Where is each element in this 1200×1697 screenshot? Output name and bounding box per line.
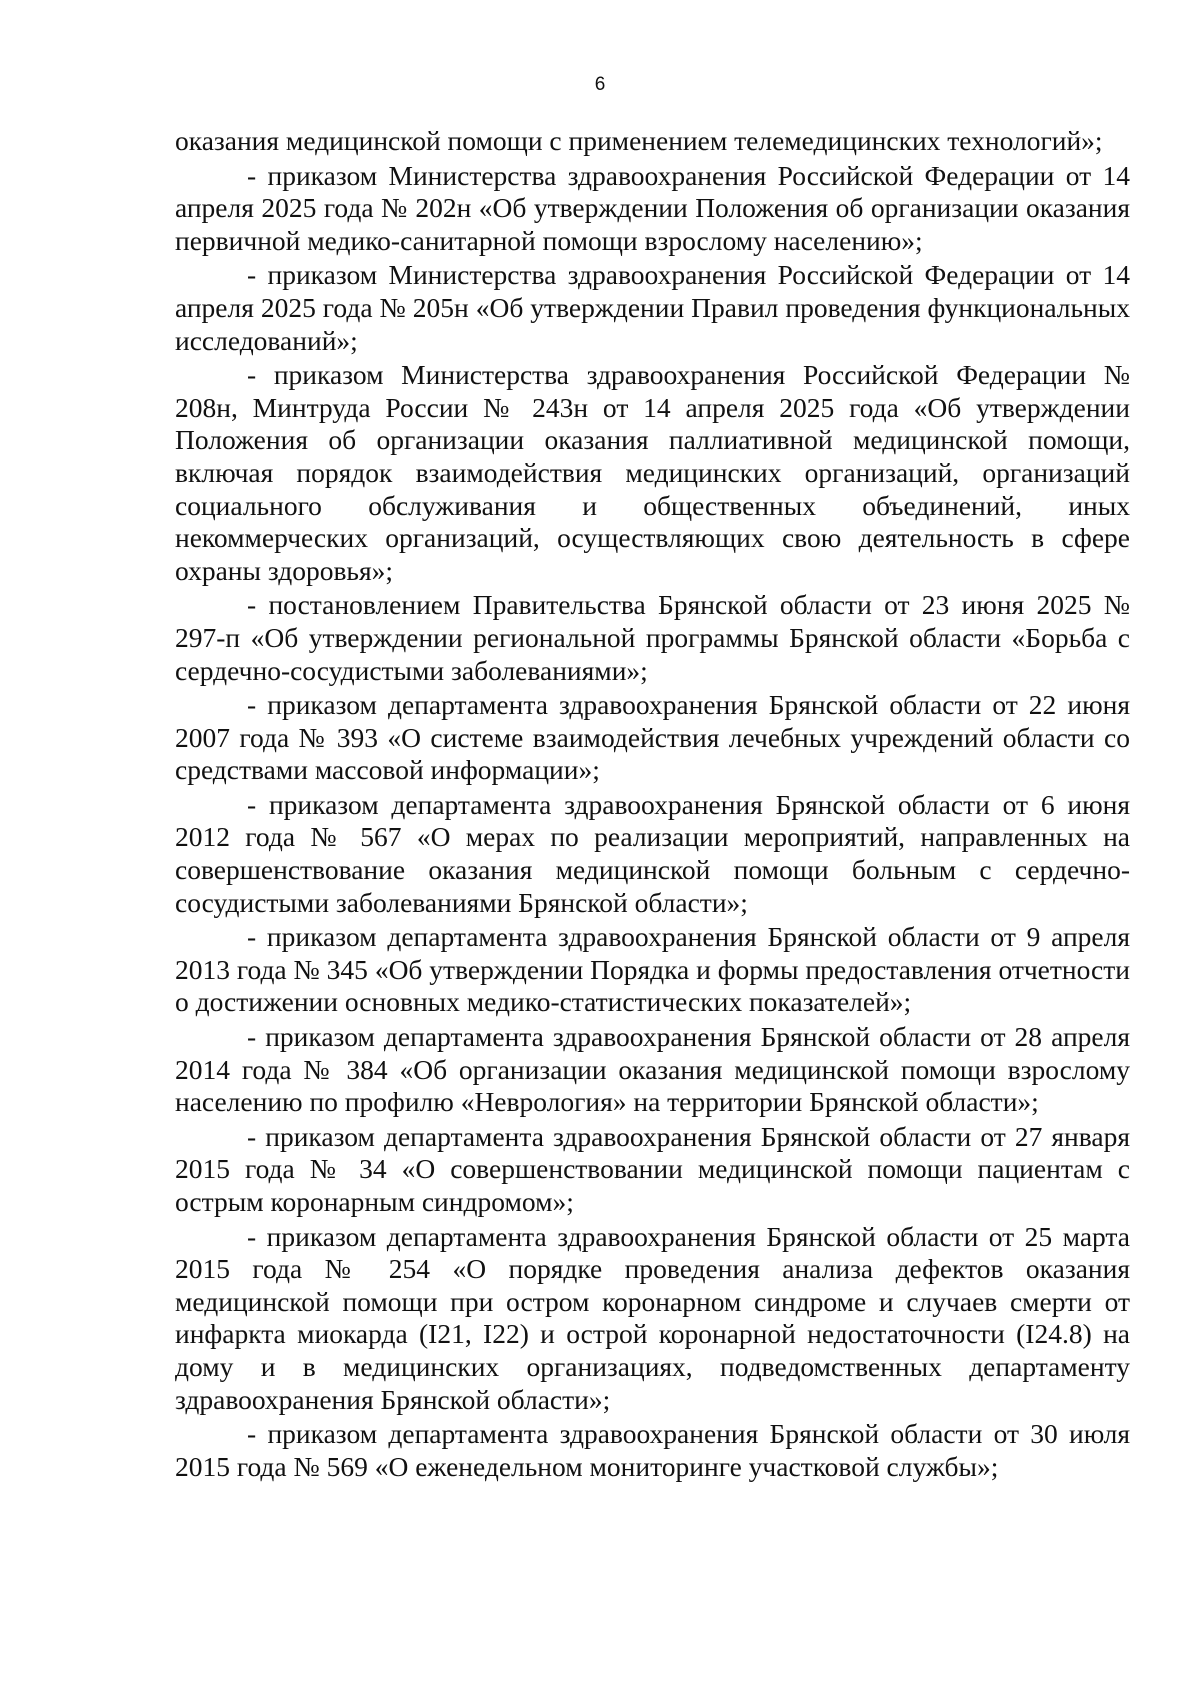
document-body [175,125,1130,1485]
list-item: - приказом департамента здравоохранения Брянской области от 6 июня 2012 года № 567 «О мерах по реализации мероприятий, направленных на совершенствование оказания медицинской помощи больным с сердечно-сосудистыми заболеваниями Брянской области»; [175,788,1130,918]
list-item: - приказом департамента здравоохранения Брянской области от 28 апреля 2014 года № 384 «Об организации оказания медицинской помощи взрослому населению по профилю «Неврология» на территории Брянской области»; [175,1021,1130,1118]
list-item: - приказом департамента здравоохранения Брянской области от 27 января 2015 года № 34 «О совершенствовании медицинской помощи пациентам с острым коронарным синдромом»; [175,1120,1130,1217]
list-item: - приказом департамента здравоохранения Брянской области от 30 июля 2015 года № 569 «О еженедельном мониторинге участковой службы»; [175,1418,1130,1482]
list-item: - приказом департамента здравоохранения Брянской области от 9 апреля 2013 года № 345 «Об утверждении Порядка и формы предоставления отчетности о достижении основных медико-статистических показателей»; [175,921,1130,1018]
list-item: - приказом Министерства здравоохранения Российской Федерации от 14 апреля 2025 года № 205н «Об утверждении Правил проведения функциональных исследований»; [175,259,1130,356]
list-item: - приказом департамента здравоохранения Брянской области от 22 июня 2007 года № 393 «О системе взаимодействия лечебных учреждений области со средствами массовой информации»; [175,689,1130,786]
page-number: 6 [594,74,606,95]
paragraph-continuation: оказания медицинской помощи с применением телемедицинских технологий»; [175,125,1103,156]
list-item: - постановлением Правительства Брянской области от 23 июня 2025 № 297-п «Об утверждении региональной программы Брянской области «Борьба с сердечно-сосудистыми заболеваниями»; [175,589,1130,686]
list-item: - приказом Министерства здравоохранения Российской Федерации № 208н, Минтруда России № 243н от 14 апреля 2025 года «Об утверждении Положения об организации оказания паллиативной медицинской помощи, включая порядок взаимодействия медицинских организаций, организаций социального обслуживания и общественных объединений, иных некоммерческих организаций, осуществляющих свою деятельность в сфере охраны здоровья»; [175,359,1130,586]
list-item: - приказом департамента здравоохранения Брянской области от 25 марта 2015 года № 254 «О порядке проведения анализа дефектов оказания медицинской помощи при остром коронарном синдроме и случаев смерти от инфаркта миокарда (I21, I22) и острой коронарной недостаточности (I24.8) на дому и в медицинских организациях, подведомственных департаменту здравоохранения Брянской области»; [175,1220,1130,1415]
list-item: - приказом Министерства здравоохранения Российской Федерации от 14 апреля 2025 года № 202н «Об утверждении Положения об организации оказания первичной медико-санитарной помощи взрослому населению»; [175,159,1130,256]
